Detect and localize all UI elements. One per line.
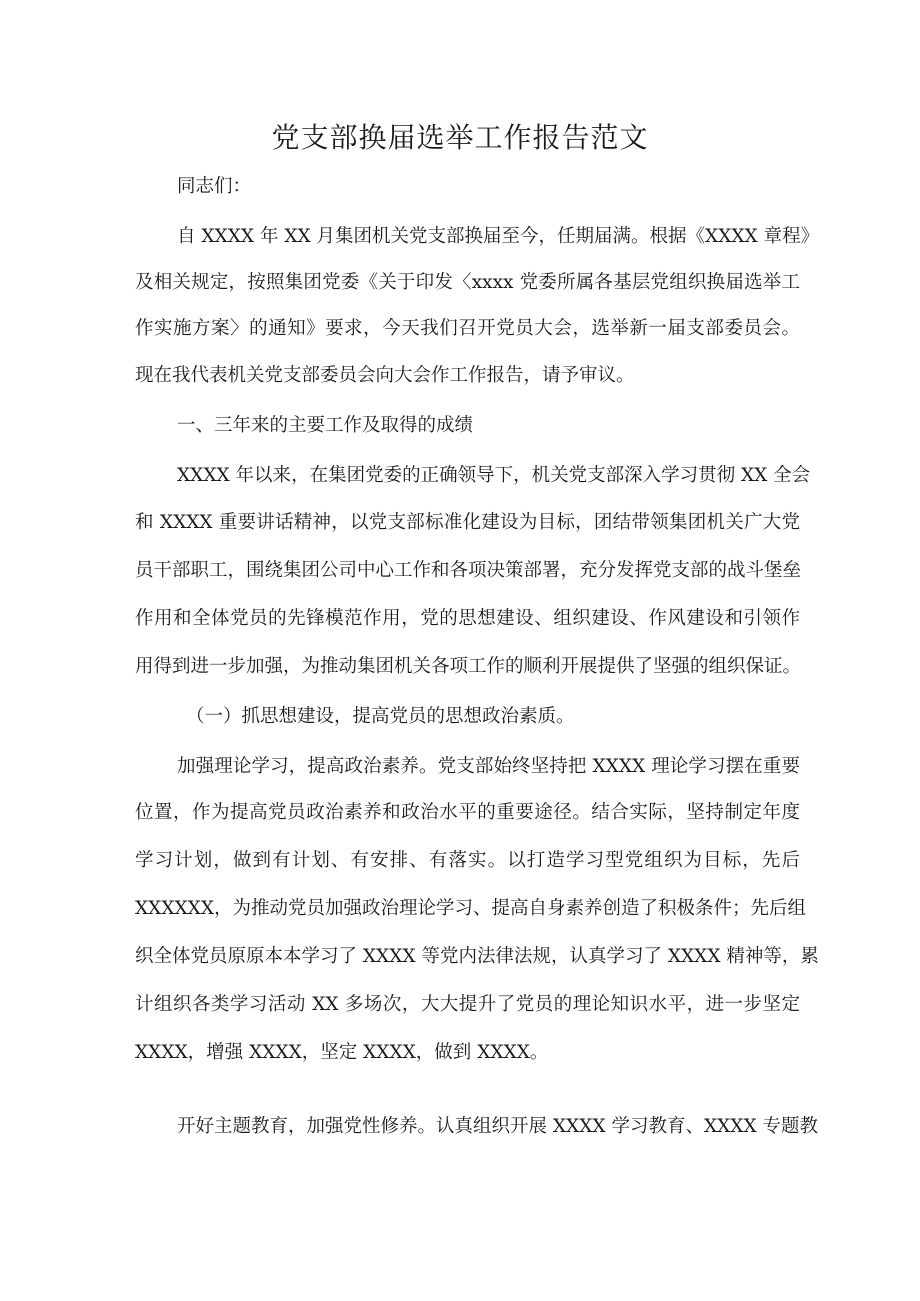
subsection-line: 学习计划，做到有计划、有安排、有落实。以打造学习型党组织为目标，先后 bbox=[135, 850, 800, 871]
subsection-heading: （一）抓思想建设，提高党员的思想政治素质。 bbox=[186, 706, 575, 727]
subsection-line: 加强理论学习，提高政治素养。党支部始终坚持把 XXXX 理论学习摆在重要 bbox=[177, 756, 800, 777]
section-line: 和 XXXX 重要讲话精神，以党支部标准化建设为目标，团结带领集团机关广大党 bbox=[135, 512, 800, 533]
document-title: 党支部换届选举工作报告范文 bbox=[271, 121, 649, 154]
subsection-line: XXXX，增强 XXXX，坚定 XXXX，做到 XXXX。 bbox=[135, 1042, 549, 1063]
section-line: XXXX 年以来，在集团党委的正确领导下，机关党支部深入学习贯彻 XX 全会 bbox=[177, 465, 811, 486]
subsection-line: 计组织各类学习活动 XX 多场次，大大提升了党员的理论知识水平，进一步坚定 bbox=[135, 994, 800, 1015]
subsection-line: 位置，作为提高党员政治素养和政治水平的重要途径。结合实际，坚持制定年度 bbox=[135, 802, 800, 823]
paragraph-line: 开好主题教育，加强党性修养。认真组织开展 XXXX 学习教育、XXXX 专题教 bbox=[177, 1116, 819, 1137]
subsection-line: 织全体党员原原本本学习了 XXXX 等党内法律法规，认真学习了 XXXX 精神等，累 bbox=[135, 946, 819, 967]
intro-line: 现在我代表机关党支部委员会向大会作工作报告，请予审议。 bbox=[135, 365, 635, 386]
section-line: 作用和全体党员的先锋模范作用，党的思想建设、组织建设、作风建设和引领作 bbox=[135, 608, 800, 629]
intro-line: 及相关规定，按照集团党委《关于印发〈xxxx 党委所属各基层党组织换届选举工 bbox=[135, 272, 800, 293]
intro-line: 自 XXXX 年 XX 月集团机关党支部换届至今，任期届满。根据《XXXX 章程》 bbox=[177, 226, 820, 247]
section-line: 用得到进一步加强，为推动集团机关各项工作的顺利开展提供了坚强的组织保证。 bbox=[135, 656, 802, 677]
intro-line: 作实施方案〉的通知》要求，今天我们召开党员大会，选举新一届支部委员会。 bbox=[135, 318, 800, 339]
section-heading: 一、三年来的主要工作及取得的成绩 bbox=[177, 415, 474, 436]
salutation: 同志们： bbox=[177, 176, 252, 197]
section-line: 员干部职工，围绕集团公司中心工作和各项决策部署，充分发挥党支部的战斗堡垒 bbox=[135, 560, 802, 581]
subsection-line: XXXXXX，为推动党员加强政治理论学习、提高自身素养创造了积极条件；先后组 bbox=[135, 898, 807, 919]
